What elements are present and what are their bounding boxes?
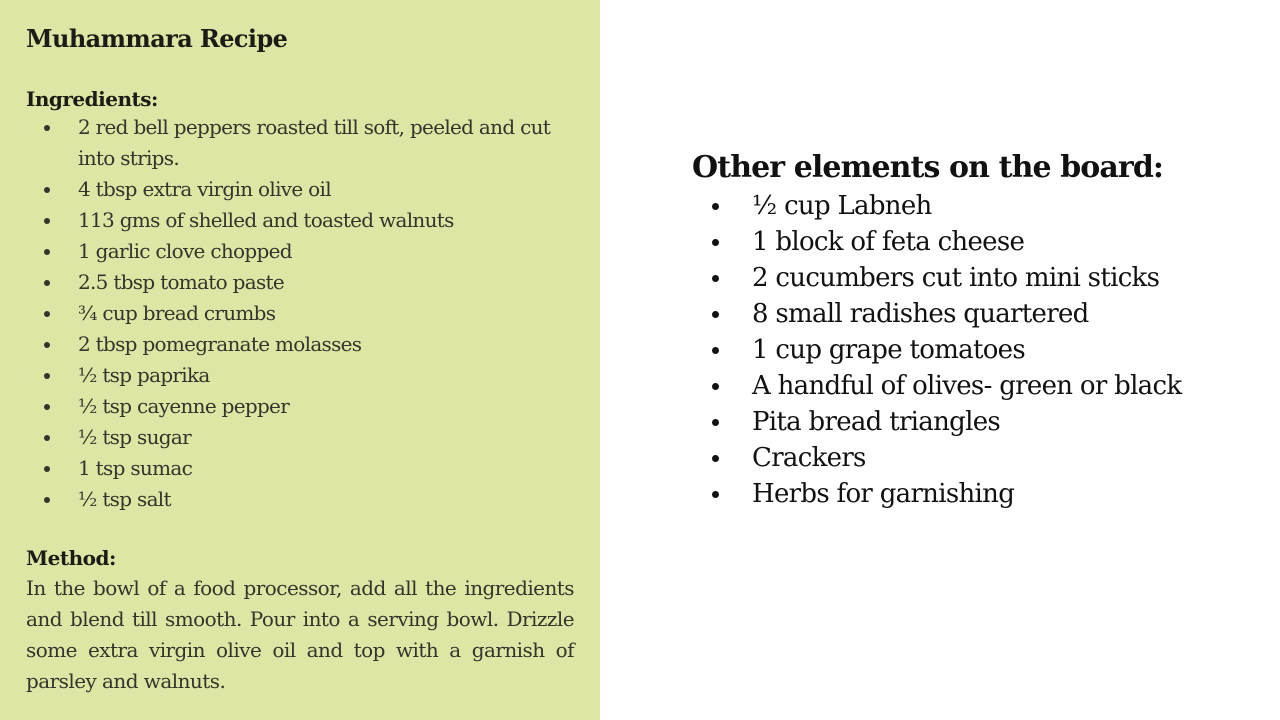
ingredient-item: ½ tsp cayenne pepper: [26, 391, 576, 422]
ingredient-item: 2.5 tbsp tomato paste: [26, 267, 576, 298]
ingredient-item: 1 tsp sumac: [26, 453, 576, 484]
board-heading: Other elements on the board:: [692, 150, 1164, 185]
board-item: Herbs for garnishing: [692, 476, 1262, 512]
board-item: 1 block of feta cheese: [692, 224, 1262, 260]
ingredient-item: ½ tsp paprika: [26, 360, 576, 391]
ingredients-heading: Ingredients:: [26, 87, 158, 111]
ingredient-list: [26, 112, 576, 515]
board-item: 8 small radishes quartered: [692, 296, 1262, 332]
ingredient-item: 2 red bell peppers roasted till soft, peeled and cut into strips.: [26, 112, 576, 174]
method-text: In the bowl of a food processor, add all the ingredients and blend till smooth. Pour into a serving bowl. Drizzle some extra virgin olive oil and top with a garnish of parsley and walnuts.: [26, 576, 574, 693]
recipe-title: Muhammara Recipe: [26, 24, 288, 53]
method-heading: Method:: [26, 546, 116, 570]
ingredient-item: ½ tsp salt: [26, 484, 576, 515]
board-item-list: [692, 188, 1262, 512]
board-item: 2 cucumbers cut into mini sticks: [692, 260, 1262, 296]
ingredient-item: 2 tbsp pomegranate molasses: [26, 329, 576, 360]
board-item: ½ cup Labneh: [692, 188, 1262, 224]
ingredient-item: 1 garlic clove chopped: [26, 236, 576, 267]
board-item: 1 cup grape tomatoes: [692, 332, 1262, 368]
ingredient-item: ¾ cup bread crumbs: [26, 298, 576, 329]
board-item: A handful of olives- green or black: [692, 368, 1262, 404]
board-item: Pita bread triangles: [692, 404, 1262, 440]
board-panel: [692, 148, 1262, 512]
ingredient-item: ½ tsp sugar: [26, 422, 576, 453]
ingredient-item: 4 tbsp extra virgin olive oil: [26, 174, 576, 205]
board-item: Crackers: [692, 440, 1262, 476]
ingredient-item: 113 gms of shelled and toasted walnuts: [26, 205, 576, 236]
recipe-panel: [0, 0, 600, 720]
